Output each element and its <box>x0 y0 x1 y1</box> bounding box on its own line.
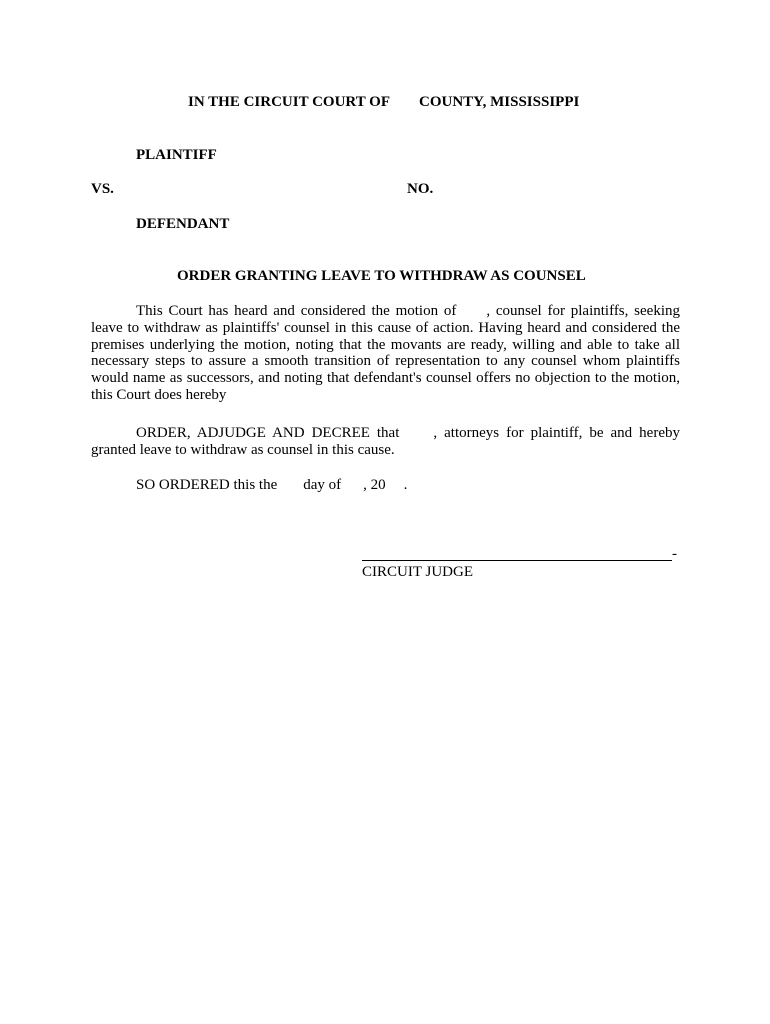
circuit-judge-label: CIRCUIT JUDGE <box>362 564 473 580</box>
order-paragraph-motion <box>91 303 680 404</box>
so-ordered-start: SO ORDERED this the <box>136 477 278 493</box>
order-title: ORDER GRANTING LEAVE TO WITHDRAW AS COUNSEL <box>177 268 586 284</box>
paragraph-motion-start: This Court has heard and considered the motion of <box>136 303 457 319</box>
case-number-label: NO. <box>407 181 434 197</box>
defendant-label: DEFENDANT <box>136 216 230 232</box>
signature-line <box>362 560 672 561</box>
day-of-label: day of <box>303 477 342 493</box>
court-heading-suffix: COUNTY, MISSISSIPPI <box>419 94 580 110</box>
year-prefix: , 20 <box>363 477 386 493</box>
court-heading-prefix: IN THE CIRCUIT COURT OF <box>188 94 391 110</box>
plaintiff-label: PLAINTIFF <box>136 147 217 163</box>
signature-dash: - <box>672 546 677 562</box>
paragraph-decree-start: ORDER, ADJUDGE AND DECREE that <box>136 425 400 441</box>
paragraph-motion-rest: , counsel for plaintiffs, seeking leave to withdraw as plaintiffs' counsel in this cause of action. Having heard and considered the premises underlying the motion, noting that the movants are ready, willing and able to take all necessary steps to assure a smooth transition of representation to any counsel whom plaintiffs would name as successors, and noting that defendant's counsel offers no objection to the motion, this Court does hereby <box>91 303 680 403</box>
so-ordered-period: . <box>403 477 408 493</box>
versus-label: VS. <box>91 181 114 197</box>
paragraph-decree-rest: , attorneys for plaintiff, be and hereby granted leave to withdraw as counsel in this cause. <box>91 425 680 458</box>
order-paragraph-decree <box>91 425 680 459</box>
so-ordered-line <box>136 477 407 494</box>
